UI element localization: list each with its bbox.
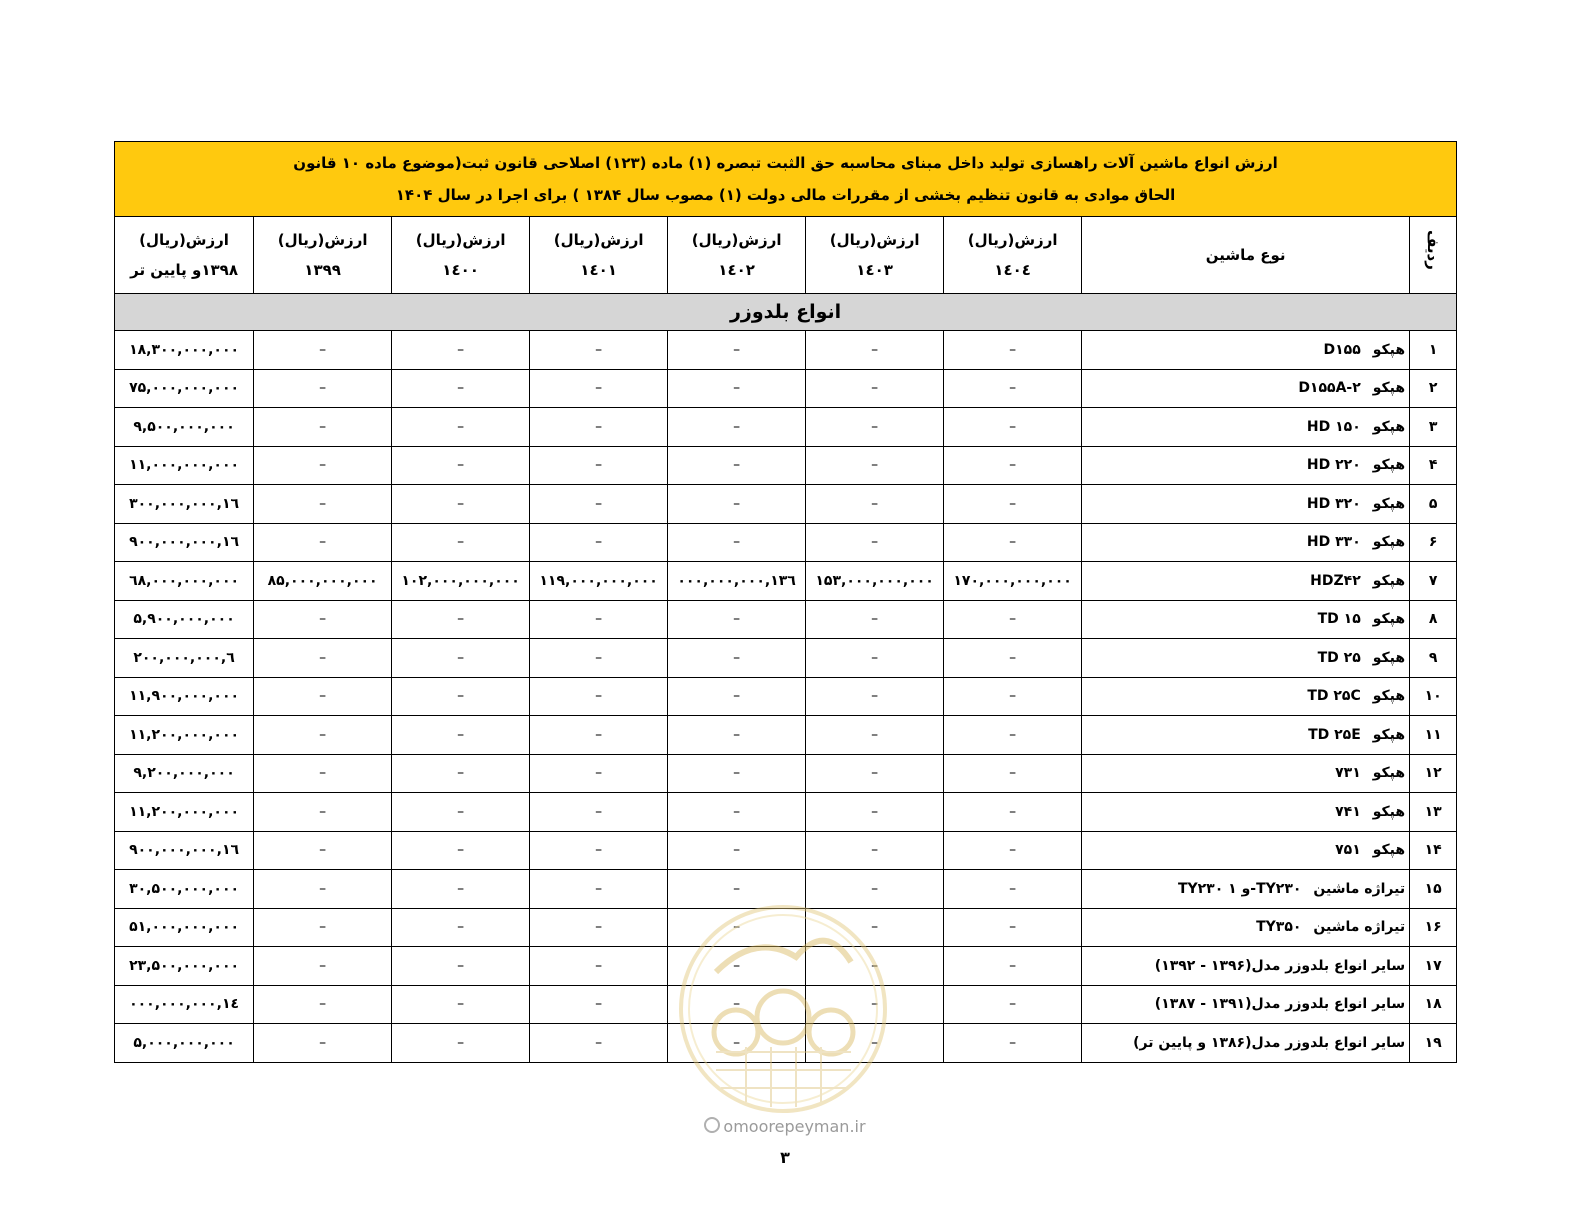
machine-name [1082, 485, 1410, 524]
table-row [115, 408, 1457, 447]
machine-model: ۷۳۱ [1335, 765, 1361, 782]
table-row [115, 831, 1457, 870]
value-cell: ۱۰۲,۰۰۰,۰۰۰,۰۰۰ [392, 562, 530, 601]
value-cell: – [392, 947, 530, 986]
value-cell: – [668, 639, 806, 678]
value-cell: – [254, 369, 392, 408]
value-cell: – [392, 677, 530, 716]
row-number: ۵ [1410, 485, 1457, 524]
value-cell: – [392, 1024, 530, 1063]
value-cell: – [668, 600, 806, 639]
value-cell: – [530, 908, 668, 947]
machine-name [1082, 369, 1410, 408]
value-cell: – [254, 947, 392, 986]
value-cell: – [944, 600, 1082, 639]
machine-name [1082, 600, 1410, 639]
table-row [115, 600, 1457, 639]
machine-name [1082, 562, 1410, 601]
table-row [115, 331, 1457, 370]
machine-name [1082, 446, 1410, 485]
table-row [115, 1024, 1457, 1063]
row-number: ۱۸ [1410, 985, 1457, 1024]
title-row [115, 142, 1457, 217]
value-cell: – [944, 1024, 1082, 1063]
machine-brand: هپکو [1372, 418, 1406, 435]
machine-brand: هپکو [1372, 765, 1406, 782]
value-cell: ۱۸,۳۰۰,۰۰۰,۰۰۰ [115, 331, 254, 370]
machine-brand: هپکو [1372, 457, 1406, 474]
row-number: ۱۴ [1410, 831, 1457, 870]
value-cell: – [530, 754, 668, 793]
machine-brand: هپکو [1372, 534, 1406, 551]
machine-brand: سایر انواع بلدوزر مدل(۱۳۹۱ - ۱۳۸۷) [1154, 996, 1406, 1013]
value-cell: – [392, 523, 530, 562]
value-cell: – [254, 754, 392, 793]
row-number: ۳ [1410, 408, 1457, 447]
valuation-table-wrapper [114, 141, 1456, 1063]
value-cell: – [530, 331, 668, 370]
website-footer [690, 1117, 880, 1136]
row-number: ۱۹ [1410, 1024, 1457, 1063]
row-number: ۱۱ [1410, 716, 1457, 755]
machine-name [1082, 870, 1410, 909]
value-cell: – [530, 716, 668, 755]
row-number: ۷ [1410, 562, 1457, 601]
value-cell: – [806, 793, 944, 832]
value-cell: – [944, 369, 1082, 408]
table-row [115, 485, 1457, 524]
machine-name [1082, 908, 1410, 947]
value-cell: – [392, 908, 530, 947]
value-cell: – [254, 600, 392, 639]
value-cell: – [944, 446, 1082, 485]
value-cell: – [944, 639, 1082, 678]
machine-name [1082, 677, 1410, 716]
value-cell: – [944, 485, 1082, 524]
value-cell: ۲۳,۵۰۰,۰۰۰,۰۰۰ [115, 947, 254, 986]
machine-model: TD ۲۵E [1308, 726, 1361, 743]
value-cell: ۱٤,۰۰۰,۰۰۰,۰۰۰ [115, 985, 254, 1024]
value-cell: – [944, 677, 1082, 716]
value-cell: – [944, 985, 1082, 1024]
value-cell: – [668, 485, 806, 524]
machine-model: TD ۱۵ [1317, 611, 1361, 628]
row-number: ۱۲ [1410, 754, 1457, 793]
title-line-1: ارزش انواع ماشین آلات راهسازی تولید داخل مبنای محاسبه حق الثبت تبصره (۱) ماده (۱۲۳) اصلاحی قانون ثبت(موضوع ماده ۱۰ قانون [293, 154, 1278, 172]
value-cell: – [530, 600, 668, 639]
section-title: انواع بلدوزر [115, 294, 1457, 331]
value-cell: – [668, 947, 806, 986]
value-cell: – [944, 408, 1082, 447]
value-cell: – [392, 639, 530, 678]
row-number: ۱۵ [1410, 870, 1457, 909]
header-year-1399: ارزش(ریال) ۱۳۹۹ [254, 217, 392, 294]
row-number: ۴ [1410, 446, 1457, 485]
value-cell: – [392, 754, 530, 793]
value-cell: – [668, 677, 806, 716]
value-cell: – [668, 870, 806, 909]
value-cell: – [668, 754, 806, 793]
value-cell: – [530, 446, 668, 485]
value-cell: ۱۱,۰۰۰,۰۰۰,۰۰۰ [115, 446, 254, 485]
machine-brand: تیراژه ماشین [1313, 919, 1406, 936]
machine-model: TD ۲۵ [1317, 649, 1361, 666]
value-cell: ۹,۵۰۰,۰۰۰,۰۰۰ [115, 408, 254, 447]
value-cell: ۸۵,۰۰۰,۰۰۰,۰۰۰ [254, 562, 392, 601]
value-cell: – [254, 908, 392, 947]
value-cell: – [254, 831, 392, 870]
header-year-1398-and-below: ارزش(ریال) ۱۳۹۸و پایین تر [115, 217, 254, 294]
row-number: ۱ [1410, 331, 1457, 370]
machine-brand: هپکو [1372, 688, 1406, 705]
value-cell: – [668, 331, 806, 370]
value-cell: – [806, 716, 944, 755]
value-cell: ۱۵۳,۰۰۰,۰۰۰,۰۰۰ [806, 562, 944, 601]
value-cell: – [806, 446, 944, 485]
machine-name [1082, 793, 1410, 832]
value-cell: – [530, 985, 668, 1024]
value-cell: – [254, 985, 392, 1024]
value-cell: ۱٦,۹۰۰,۰۰۰,۰۰۰ [115, 831, 254, 870]
machine-brand: هپکو [1372, 726, 1406, 743]
value-cell: – [530, 485, 668, 524]
value-cell: ٦۸,۰۰۰,۰۰۰,۰۰۰ [115, 562, 254, 601]
machine-model: ۷۵۱ [1335, 842, 1361, 859]
value-cell: – [392, 985, 530, 1024]
value-cell: – [806, 908, 944, 947]
machine-model: HDZ۴۲ [1310, 572, 1361, 589]
value-cell: – [944, 947, 1082, 986]
value-cell: – [254, 485, 392, 524]
value-cell: – [254, 639, 392, 678]
machine-name [1082, 331, 1410, 370]
value-cell: – [806, 331, 944, 370]
value-cell: ۵۱,۰۰۰,۰۰۰,۰۰۰ [115, 908, 254, 947]
title-line-2: الحاق موادی به قانون تنظیم بخشی از مقررات مالی دولت (۱) مصوب سال ۱۳۸۴ ) برای اجرا در سال ۱۴۰۴ [395, 186, 1176, 204]
website-label: omoorepeyman.ir [723, 1117, 866, 1136]
value-cell: – [668, 716, 806, 755]
table-row [115, 446, 1457, 485]
row-number: ۸ [1410, 600, 1457, 639]
value-cell: – [806, 947, 944, 986]
table-row [115, 985, 1457, 1024]
value-cell: ۷۵,۰۰۰,۰۰۰,۰۰۰ [115, 369, 254, 408]
machine-name [1082, 408, 1410, 447]
machine-model: HD ۲۲۰ [1306, 457, 1361, 474]
value-cell: ۱۱,۹۰۰,۰۰۰,۰۰۰ [115, 677, 254, 716]
value-cell: – [392, 600, 530, 639]
at-icon [704, 1117, 720, 1133]
machine-name [1082, 754, 1410, 793]
machine-brand: هپکو [1372, 380, 1406, 397]
value-cell: – [806, 831, 944, 870]
value-cell: ۱٦,۳۰۰,۰۰۰,۰۰۰ [115, 485, 254, 524]
table-row [115, 870, 1457, 909]
value-cell: – [254, 1024, 392, 1063]
value-cell: – [806, 677, 944, 716]
value-cell: – [668, 369, 806, 408]
value-cell: – [530, 947, 668, 986]
value-cell: – [806, 985, 944, 1024]
value-cell: – [530, 870, 668, 909]
value-cell: – [806, 754, 944, 793]
table-row [115, 947, 1457, 986]
row-number: ۱۷ [1410, 947, 1457, 986]
value-cell: – [254, 677, 392, 716]
value-cell: – [254, 716, 392, 755]
value-cell: – [254, 870, 392, 909]
value-cell: – [668, 408, 806, 447]
value-cell: ۱۷۰,۰۰۰,۰۰۰,۰۰۰ [944, 562, 1082, 601]
value-cell: – [668, 446, 806, 485]
value-cell: – [392, 369, 530, 408]
row-number: ۹ [1410, 639, 1457, 678]
value-cell: – [668, 523, 806, 562]
value-cell: – [392, 485, 530, 524]
machine-name [1082, 716, 1410, 755]
machine-name [1082, 1024, 1410, 1063]
row-number: ۲ [1410, 369, 1457, 408]
header-year-1403: ارزش(ریال) ۱٤۰۳ [806, 217, 944, 294]
value-cell: ۱۱۹,۰۰۰,۰۰۰,۰۰۰ [530, 562, 668, 601]
machine-name [1082, 523, 1410, 562]
header-year-1402: ارزش(ریال) ۱٤۰۲ [668, 217, 806, 294]
value-cell: – [668, 1024, 806, 1063]
machine-model: D۱۵۵ [1323, 341, 1361, 358]
value-cell: – [806, 523, 944, 562]
value-cell: – [530, 408, 668, 447]
table-row [115, 677, 1457, 716]
value-cell: ۱۱,۲۰۰,۰۰۰,۰۰۰ [115, 793, 254, 832]
header-year-1404: ارزش(ریال) ۱٤۰٤ [944, 217, 1082, 294]
header-row [115, 217, 1457, 294]
table-row [115, 639, 1457, 678]
table-row [115, 523, 1457, 562]
value-cell: – [530, 677, 668, 716]
machine-brand: هپکو [1372, 803, 1406, 820]
machine-brand: سایر انواع بلدوزر مدل(۱۳۹۶ - ۱۳۹۲) [1154, 957, 1406, 974]
machine-brand: هپکو [1372, 842, 1406, 859]
value-cell: – [944, 908, 1082, 947]
row-number: ۶ [1410, 523, 1457, 562]
value-cell: ٦,۲۰۰,۰۰۰,۰۰۰ [115, 639, 254, 678]
value-cell: ۹,۲۰۰,۰۰۰,۰۰۰ [115, 754, 254, 793]
machine-brand: هپکو [1372, 649, 1406, 666]
value-cell: – [944, 716, 1082, 755]
value-cell: ۱۱,۲۰۰,۰۰۰,۰۰۰ [115, 716, 254, 755]
machine-brand: تیراژه ماشین [1313, 880, 1406, 897]
value-cell: – [806, 1024, 944, 1063]
table-row [115, 793, 1457, 832]
value-cell: – [806, 870, 944, 909]
value-cell: – [392, 446, 530, 485]
value-cell: – [806, 600, 944, 639]
header-machine-type: نوع ماشین [1082, 217, 1410, 294]
value-cell: – [392, 331, 530, 370]
machine-model: TY۳۵۰ [1256, 919, 1302, 936]
header-year-1400: ارزش(ریال) ۱٤۰۰ [392, 217, 530, 294]
value-cell: – [668, 793, 806, 832]
value-cell: ۵,۰۰۰,۰۰۰,۰۰۰ [115, 1024, 254, 1063]
section-row [115, 294, 1457, 331]
machine-model: HD ۱۵۰ [1306, 418, 1361, 435]
machine-model: HD ۳۳۰ [1306, 534, 1361, 551]
machine-model: TY۲۳۰ و ۱-TY۲۳۰ [1177, 880, 1302, 897]
row-number: ۱۳ [1410, 793, 1457, 832]
table-row [115, 369, 1457, 408]
row-number: ۱۰ [1410, 677, 1457, 716]
machine-name [1082, 985, 1410, 1024]
value-cell: – [254, 331, 392, 370]
value-cell: – [392, 716, 530, 755]
value-cell: – [530, 1024, 668, 1063]
value-cell: – [668, 908, 806, 947]
value-cell: – [806, 639, 944, 678]
value-cell: – [392, 831, 530, 870]
value-cell: – [254, 793, 392, 832]
value-cell: – [944, 523, 1082, 562]
value-cell: – [254, 408, 392, 447]
value-cell: – [530, 793, 668, 832]
value-cell: – [806, 369, 944, 408]
value-cell: – [944, 793, 1082, 832]
value-cell: ۱٦,۹۰۰,۰۰۰,۰۰۰ [115, 523, 254, 562]
value-cell: – [254, 446, 392, 485]
value-cell: – [944, 754, 1082, 793]
machine-name [1082, 639, 1410, 678]
value-cell: – [392, 870, 530, 909]
value-cell: – [668, 831, 806, 870]
value-cell: – [254, 523, 392, 562]
value-cell: – [392, 793, 530, 832]
value-cell: – [944, 870, 1082, 909]
value-cell: ۳۰,۵۰۰,۰۰۰,۰۰۰ [115, 870, 254, 909]
value-cell: – [530, 639, 668, 678]
value-cell: – [806, 485, 944, 524]
table-title [115, 142, 1457, 217]
machine-brand: سایر انواع بلدوزر مدل(۱۳۸۶ و پایین تر) [1133, 1034, 1406, 1051]
machine-brand: هپکو [1372, 495, 1406, 512]
machine-model: ۷۴۱ [1335, 803, 1361, 820]
row-number: ۱۶ [1410, 908, 1457, 947]
table-row [115, 908, 1457, 947]
machine-brand: هپکو [1372, 341, 1406, 358]
value-cell: – [944, 331, 1082, 370]
value-cell: – [530, 369, 668, 408]
header-radif: ردیف [1410, 217, 1457, 294]
machine-model: D۱۵۵A-۲ [1298, 380, 1361, 397]
machine-name [1082, 831, 1410, 870]
value-cell: ۵,۹۰۰,۰۰۰,۰۰۰ [115, 600, 254, 639]
table-row [115, 562, 1457, 601]
value-cell: – [530, 831, 668, 870]
page-number: ۳ [780, 1148, 790, 1167]
machine-model: HD ۳۲۰ [1306, 495, 1361, 512]
machine-name [1082, 947, 1410, 986]
machine-brand: هپکو [1372, 572, 1406, 589]
value-cell: – [806, 408, 944, 447]
table-row [115, 716, 1457, 755]
value-cell: – [668, 985, 806, 1024]
value-cell: – [944, 831, 1082, 870]
valuation-table [114, 141, 1457, 1063]
table-row [115, 754, 1457, 793]
value-cell: ۱۳٦,۰۰۰,۰۰۰,۰۰۰ [668, 562, 806, 601]
machine-brand: هپکو [1372, 611, 1406, 628]
header-year-1401: ارزش(ریال) ۱٤۰۱ [530, 217, 668, 294]
value-cell: – [392, 408, 530, 447]
machine-model: TD ۲۵C [1307, 688, 1361, 705]
value-cell: – [530, 523, 668, 562]
